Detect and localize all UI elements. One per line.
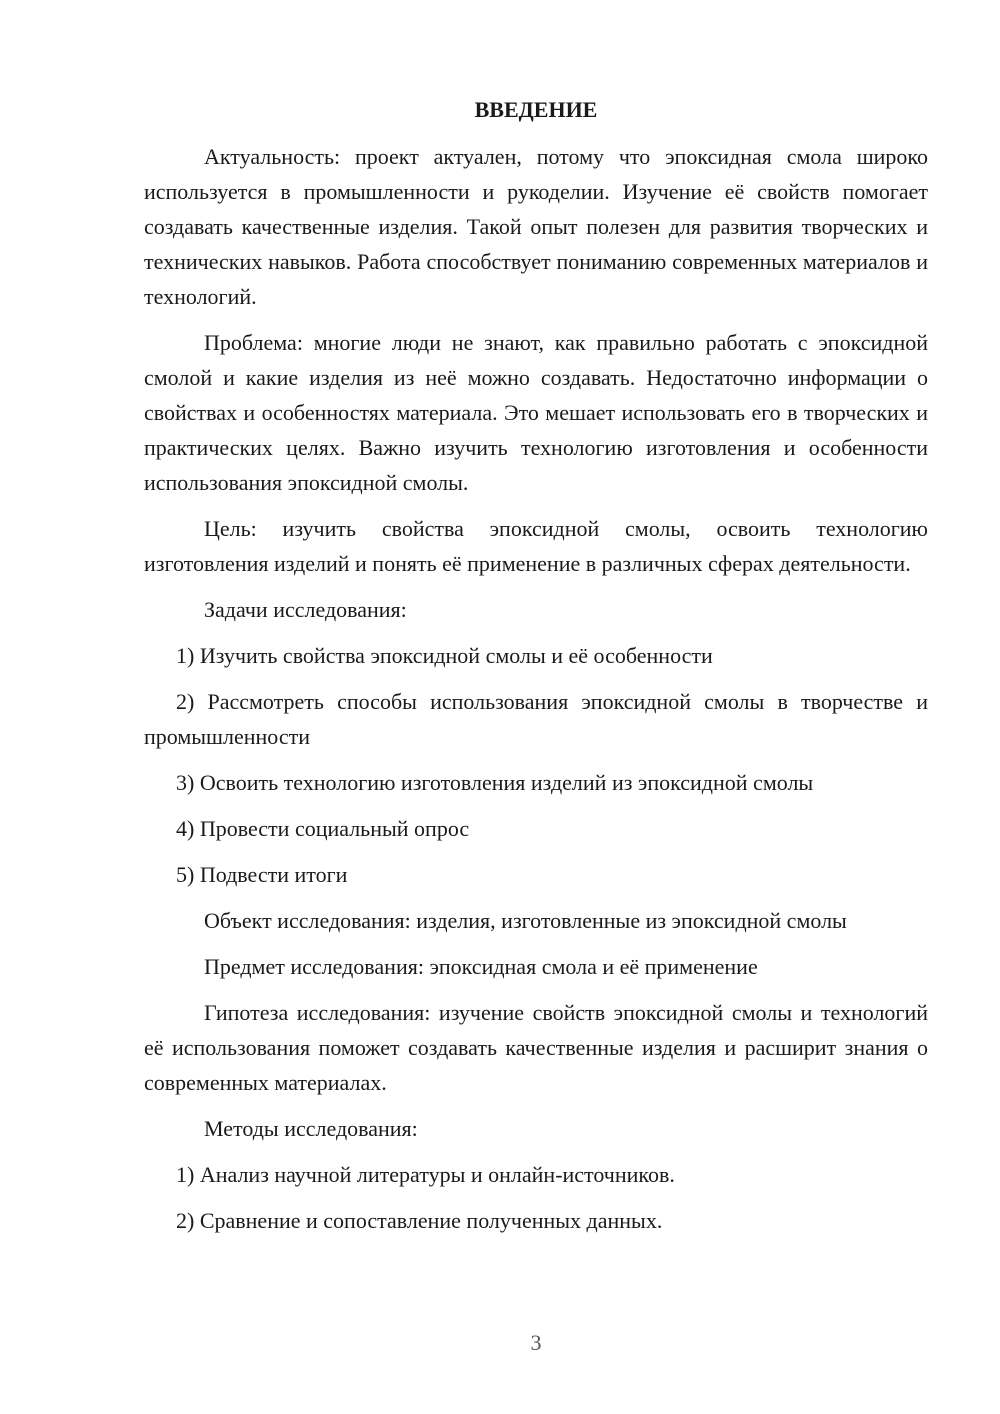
- page-title: ВВЕДЕНИЕ: [474, 97, 598, 122]
- methods-heading: Методы исследования:: [204, 1116, 418, 1141]
- method-item-2: 2) Сравнение и сопоставление полученных данных.: [176, 1208, 663, 1233]
- task-item-3: 3) Освоить технологию изготовления изделий из эпоксидной смолы: [176, 770, 814, 795]
- subject-paragraph: Предмет исследования: эпоксидная смола и её применение: [204, 954, 758, 979]
- task-item-5: 5) Подвести итоги: [176, 862, 348, 887]
- problem-paragraph: Проблема: многие люди не знают, как правильно работать с эпоксидной смолой и какие изделия из неё можно создавать. Недостаточно информации о свойствах и особенностях материала. Это мешает использовать его в творческих и практических целях. Важно изучить технологию изготовления и особенности использования эпоксидной смолы.: [144, 330, 928, 495]
- task-item-1: 1) Изучить свойства эпоксидной смолы и её особенности: [176, 643, 713, 668]
- method-item-1: 1) Анализ научной литературы и онлайн-источников.: [176, 1162, 675, 1187]
- object-paragraph: Объект исследования: изделия, изготовленные из эпоксидной смолы: [204, 908, 847, 933]
- page-number: 3: [530, 1330, 542, 1355]
- goal-paragraph: Цель: изучить свойства эпоксидной смолы, освоить технологию изготовления изделий и понять её применение в различных сферах деятельности.: [144, 516, 928, 576]
- page-content: [144, 92, 928, 1249]
- task-item-2: 2) Рассмотреть способы использования эпоксидной смолы в творчестве и промышленности: [144, 689, 928, 749]
- tasks-heading: Задачи исследования:: [204, 597, 407, 622]
- task-item-4: 4) Провести социальный опрос: [176, 816, 470, 841]
- relevance-paragraph: Актуальность: проект актуален, потому что эпоксидная смола широко используется в промышленности и рукоделии. Изучение её свойств помогает создавать качественные изделия. Такой опыт полезен для развития творческих и технических навыков. Работа способствует пониманию современных материалов и технологий.: [144, 144, 928, 309]
- hypothesis-paragraph: Гипотеза исследования: изучение свойств эпоксидной смолы и технологий её использования поможет создавать качественные изделия и расширит знания о современных материалах.: [144, 1000, 928, 1095]
